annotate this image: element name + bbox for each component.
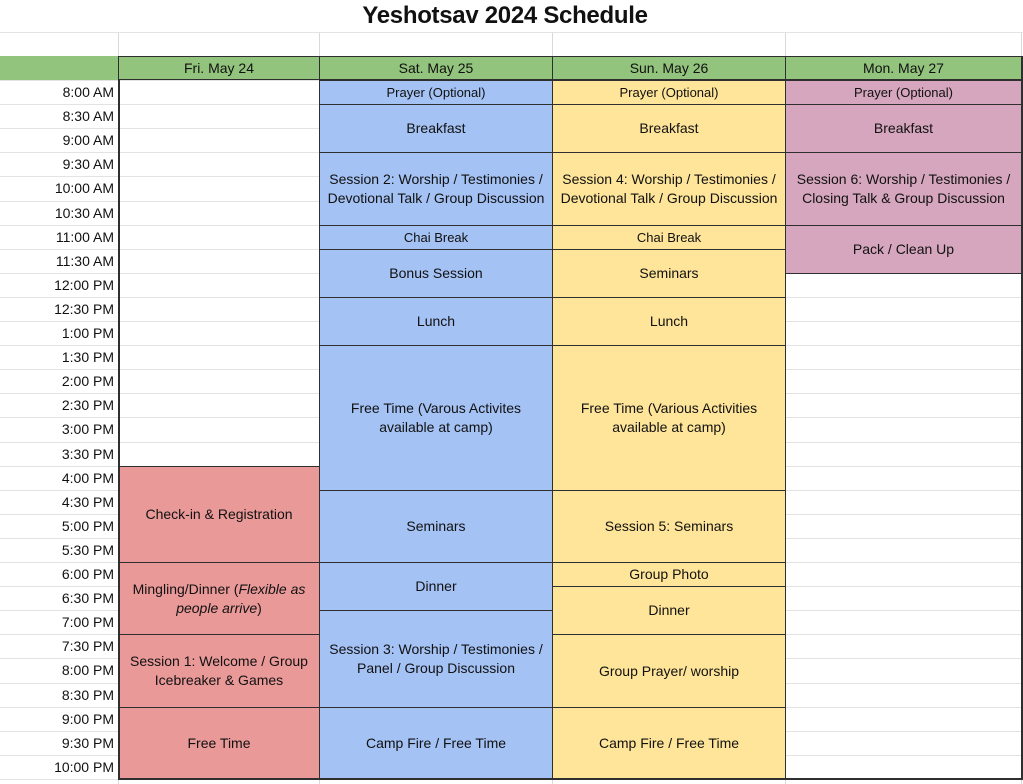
- schedule-border-left: [118, 80, 120, 780]
- time-label: 6:00 PM: [61, 566, 114, 582]
- event-label: Session 1: Welcome / Group Icebreaker & Games: [130, 653, 308, 688]
- event-block[interactable]: [552, 345, 786, 491]
- time-label: 5:00 PM: [61, 518, 114, 534]
- event-block[interactable]: [552, 562, 786, 587]
- time-label: 1:30 PM: [61, 349, 114, 365]
- event-label: Seminars: [406, 518, 466, 534]
- time-label: 10:30 AM: [54, 205, 114, 221]
- event-block[interactable]: [552, 634, 786, 708]
- event-label: Seminars: [639, 265, 699, 281]
- event-block[interactable]: [552, 104, 786, 153]
- event-block[interactable]: [552, 707, 786, 780]
- day-header-0[interactable]: Fri. May 24: [118, 56, 320, 80]
- event-label: Breakfast: [639, 120, 699, 136]
- event-label: Breakfast: [406, 120, 466, 136]
- event-block[interactable]: [118, 634, 320, 708]
- event-label: [122, 580, 316, 618]
- time-label: 8:30 PM: [61, 687, 114, 703]
- day-header-3[interactable]: Mon. May 27: [785, 56, 1022, 80]
- event-label: Bonus Session: [389, 265, 483, 281]
- time-label: 2:30 PM: [61, 397, 114, 413]
- event-block[interactable]: [319, 562, 553, 611]
- event-label: Session 4: Worship / Testimonies / Devotional Talk / Group Discussion: [560, 171, 778, 206]
- time-label: 10:00 AM: [54, 180, 114, 196]
- event-block[interactable]: [319, 249, 553, 298]
- event-label-suffix: ): [257, 599, 262, 616]
- event-label: Camp Fire / Free Time: [598, 735, 740, 751]
- time-label: 12:00 PM: [54, 277, 114, 293]
- event-label: Prayer (Optional): [386, 85, 486, 100]
- event-block[interactable]: [785, 152, 1022, 226]
- grid-row-line: [0, 32, 1023, 33]
- event-block[interactable]: [785, 104, 1022, 153]
- event-label: Camp Fire / Free Time: [365, 735, 507, 751]
- time-label: 2:00 PM: [61, 373, 114, 389]
- event-block[interactable]: [118, 562, 320, 635]
- event-label: Lunch: [649, 313, 689, 329]
- sheet-title: Yeshotsav 2024 Schedule: [362, 2, 648, 29]
- event-block[interactable]: [552, 586, 786, 635]
- event-label: Group Photo: [629, 566, 709, 582]
- event-label: Free Time (Varous Activites available at camp): [350, 400, 522, 435]
- event-block[interactable]: [319, 104, 553, 153]
- event-label: Prayer (Optional): [854, 85, 953, 100]
- event-block[interactable]: [552, 225, 786, 250]
- event-block[interactable]: [319, 152, 553, 226]
- event-label: Session 6: Worship / Testimonies / Closing Talk & Group Discussion: [796, 171, 1011, 206]
- time-label: 1:00 PM: [61, 325, 114, 341]
- time-label: 6:30 PM: [61, 590, 114, 606]
- time-label: 9:00 PM: [61, 711, 114, 727]
- time-label: 5:30 PM: [61, 542, 114, 558]
- event-label: Group Prayer/ worship: [598, 662, 740, 679]
- event-label: Chai Break: [636, 230, 702, 245]
- event-label: Breakfast: [873, 120, 934, 136]
- event-block[interactable]: [319, 80, 553, 105]
- event-block[interactable]: [785, 225, 1022, 274]
- time-label: 9:30 AM: [62, 156, 114, 172]
- event-block[interactable]: [552, 490, 786, 563]
- event-block[interactable]: [319, 707, 553, 780]
- event-block[interactable]: [319, 225, 553, 250]
- time-label: 8:30 AM: [62, 108, 114, 124]
- event-label: Prayer (Optional): [619, 85, 719, 100]
- event-block[interactable]: [552, 80, 786, 105]
- event-label: Free Time (Various Activities available at camp): [580, 400, 758, 435]
- event-label: Free Time: [187, 735, 251, 751]
- time-label: 7:30 PM: [61, 638, 114, 654]
- event-label: Dinner: [415, 578, 457, 594]
- event-label-italic: Flexible as people arrive: [176, 580, 306, 616]
- event-block[interactable]: [552, 152, 786, 226]
- day-header-1[interactable]: Sat. May 25: [319, 56, 553, 80]
- time-label: 3:30 PM: [61, 446, 114, 462]
- event-label: Check-in & Registration: [145, 506, 293, 522]
- time-label: 7:00 PM: [61, 614, 114, 630]
- event-block[interactable]: [118, 707, 320, 780]
- event-block[interactable]: [552, 249, 786, 298]
- event-label: Session 5: Seminars: [604, 518, 734, 534]
- time-label: 4:30 PM: [61, 494, 114, 510]
- time-label: 9:30 PM: [61, 735, 114, 751]
- event-label: Session 2: Worship / Testimonies / Devotional Talk / Group Discussion: [327, 171, 545, 206]
- event-block[interactable]: [319, 610, 553, 708]
- event-block[interactable]: [552, 297, 786, 346]
- time-label: 9:00 AM: [62, 132, 114, 148]
- event-block[interactable]: [785, 80, 1022, 105]
- event-label: Pack / Clean Up: [852, 241, 955, 257]
- event-block[interactable]: [319, 490, 553, 563]
- event-label: Lunch: [416, 313, 456, 329]
- time-label: 12:30 PM: [54, 301, 114, 317]
- time-label: 8:00 PM: [61, 662, 114, 678]
- day-header-2[interactable]: Sun. May 26: [552, 56, 786, 80]
- event-label: Chai Break: [403, 230, 469, 245]
- time-label: 10:00 PM: [54, 759, 114, 775]
- event-block[interactable]: [319, 345, 553, 491]
- time-label: 3:00 PM: [61, 421, 114, 437]
- schedule-border-bottom: [118, 778, 1023, 780]
- event-label: Session 3: Worship / Testimonies / Panel / Group Discussion: [329, 641, 543, 676]
- event-block[interactable]: [319, 297, 553, 346]
- event-label: Dinner: [648, 602, 690, 618]
- time-label: 8:00 AM: [62, 84, 114, 100]
- time-label: 11:00 AM: [55, 229, 114, 245]
- event-label-text: Mingling/Dinner (: [132, 580, 239, 597]
- time-label: 4:00 PM: [61, 470, 114, 486]
- time-label: 11:30 AM: [55, 253, 114, 269]
- event-block[interactable]: [118, 466, 320, 563]
